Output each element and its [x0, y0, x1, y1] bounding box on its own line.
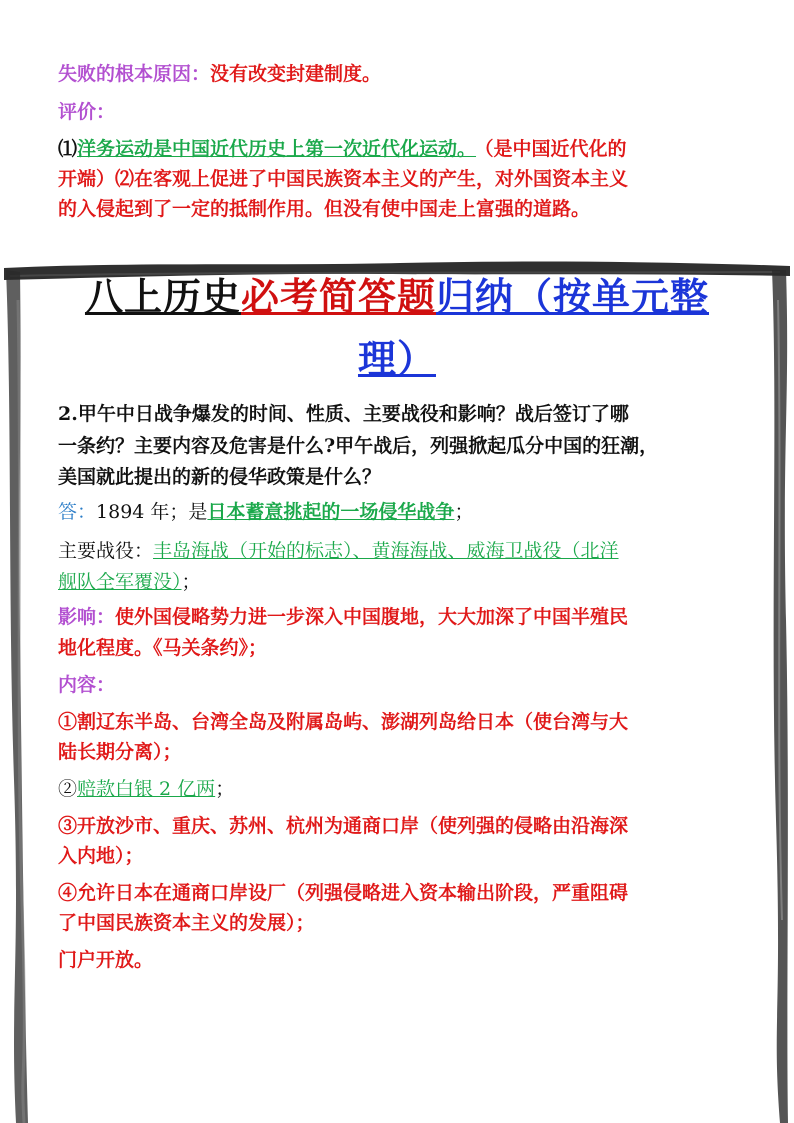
war-nature: 日本蓄意挑起的一场侵华战争	[207, 501, 455, 523]
answer-line	[58, 496, 473, 529]
indemnity-text: 赔款白银 2 亿两	[77, 778, 216, 800]
answer-year: 1894 年；是	[96, 501, 208, 523]
root-cause-text: 没有改变封建制度。	[210, 63, 382, 85]
content-item-2	[58, 773, 234, 806]
question-line-1: 2.甲午中日战争爆发的时间、性质、主要战役和影响？战后签订了哪	[58, 403, 629, 425]
content-item-3-line-2: 入内地）；	[58, 845, 144, 867]
content-item-4-line-1: ④允许日本在通商口岸设厂（列强侵略进入资本输出阶段，严重阻碍	[58, 882, 629, 904]
content-label: 内容：	[58, 674, 116, 696]
failure-root-cause	[58, 58, 381, 91]
evaluation-label: 评价：	[58, 101, 116, 123]
question-line-2: 一条约？主要内容及危害是什么?甲午战后，列强掀起瓜分中国的狂潮，	[58, 435, 659, 457]
battles-semicolon: ；	[181, 571, 201, 593]
open-door-policy: 门户开放。	[58, 949, 154, 971]
title-part-3: 归纳（按单元整	[436, 274, 710, 319]
point-1-number: ⑴	[58, 138, 78, 160]
battles-line-1	[58, 535, 619, 568]
impact-label: 影响：	[58, 606, 116, 628]
evaluation-line-1	[58, 133, 627, 166]
content-item-1-line-1: ①割辽东半岛、台湾全岛及附属岛屿、澎湖列岛给日本（使台湾与大	[58, 711, 629, 733]
battles-label: 主要战役：	[58, 540, 154, 562]
root-cause-label: 失败的根本原因：	[58, 63, 211, 85]
impact-line-1	[58, 601, 628, 634]
battles-text-2: 舰队全军覆没）	[58, 571, 182, 593]
battles-text-1: 丰岛海战（开始的标志）、黄海海战、威海卫战役（北洋	[153, 540, 619, 562]
battles-line-2	[58, 566, 201, 599]
content-item-1-line-2: 陆长期分离）；	[58, 741, 182, 763]
evaluation-line-1-tail: （是中国近代化的	[484, 138, 627, 160]
content-item-3-line-1: ③开放沙市、重庆、苏州、杭州为通商口岸（使列强的侵略由沿海深	[58, 815, 629, 837]
evaluation-line-3: 的入侵起到了一定的抵制作用。但没有使中国走上富强的道路。	[58, 198, 591, 220]
title-part-2: 必考简答题	[240, 274, 436, 319]
item-2-semicolon: ；	[215, 778, 235, 800]
answer-semicolon: ；	[454, 501, 474, 523]
title-part-1: 八上历史	[84, 274, 241, 319]
impact-text-1: 使外国侵略势力进一步深入中国腹地，大大加深了中国半殖民	[115, 606, 629, 628]
answer-label: 答：	[58, 501, 97, 523]
evaluation-line-2: 开端）⑵在客观上促进了中国民族资本主义的产生，对外国资本主义	[58, 168, 629, 190]
first-modernization-statement: 洋务运动是中国近代历史上第一次近代化运动。	[77, 138, 477, 160]
page-title-line-2	[0, 336, 794, 382]
title-part-4: 理）	[357, 336, 436, 381]
impact-line-2: 地化程度。《马关条约》；	[58, 637, 268, 659]
page-title	[0, 274, 794, 320]
item-2-number: ②	[58, 778, 78, 800]
question-line-3: 美国就此提出的新的侵华政策是什么？	[58, 466, 382, 488]
content-item-4-line-2: 了中国民族资本主义的发展）；	[58, 912, 315, 934]
